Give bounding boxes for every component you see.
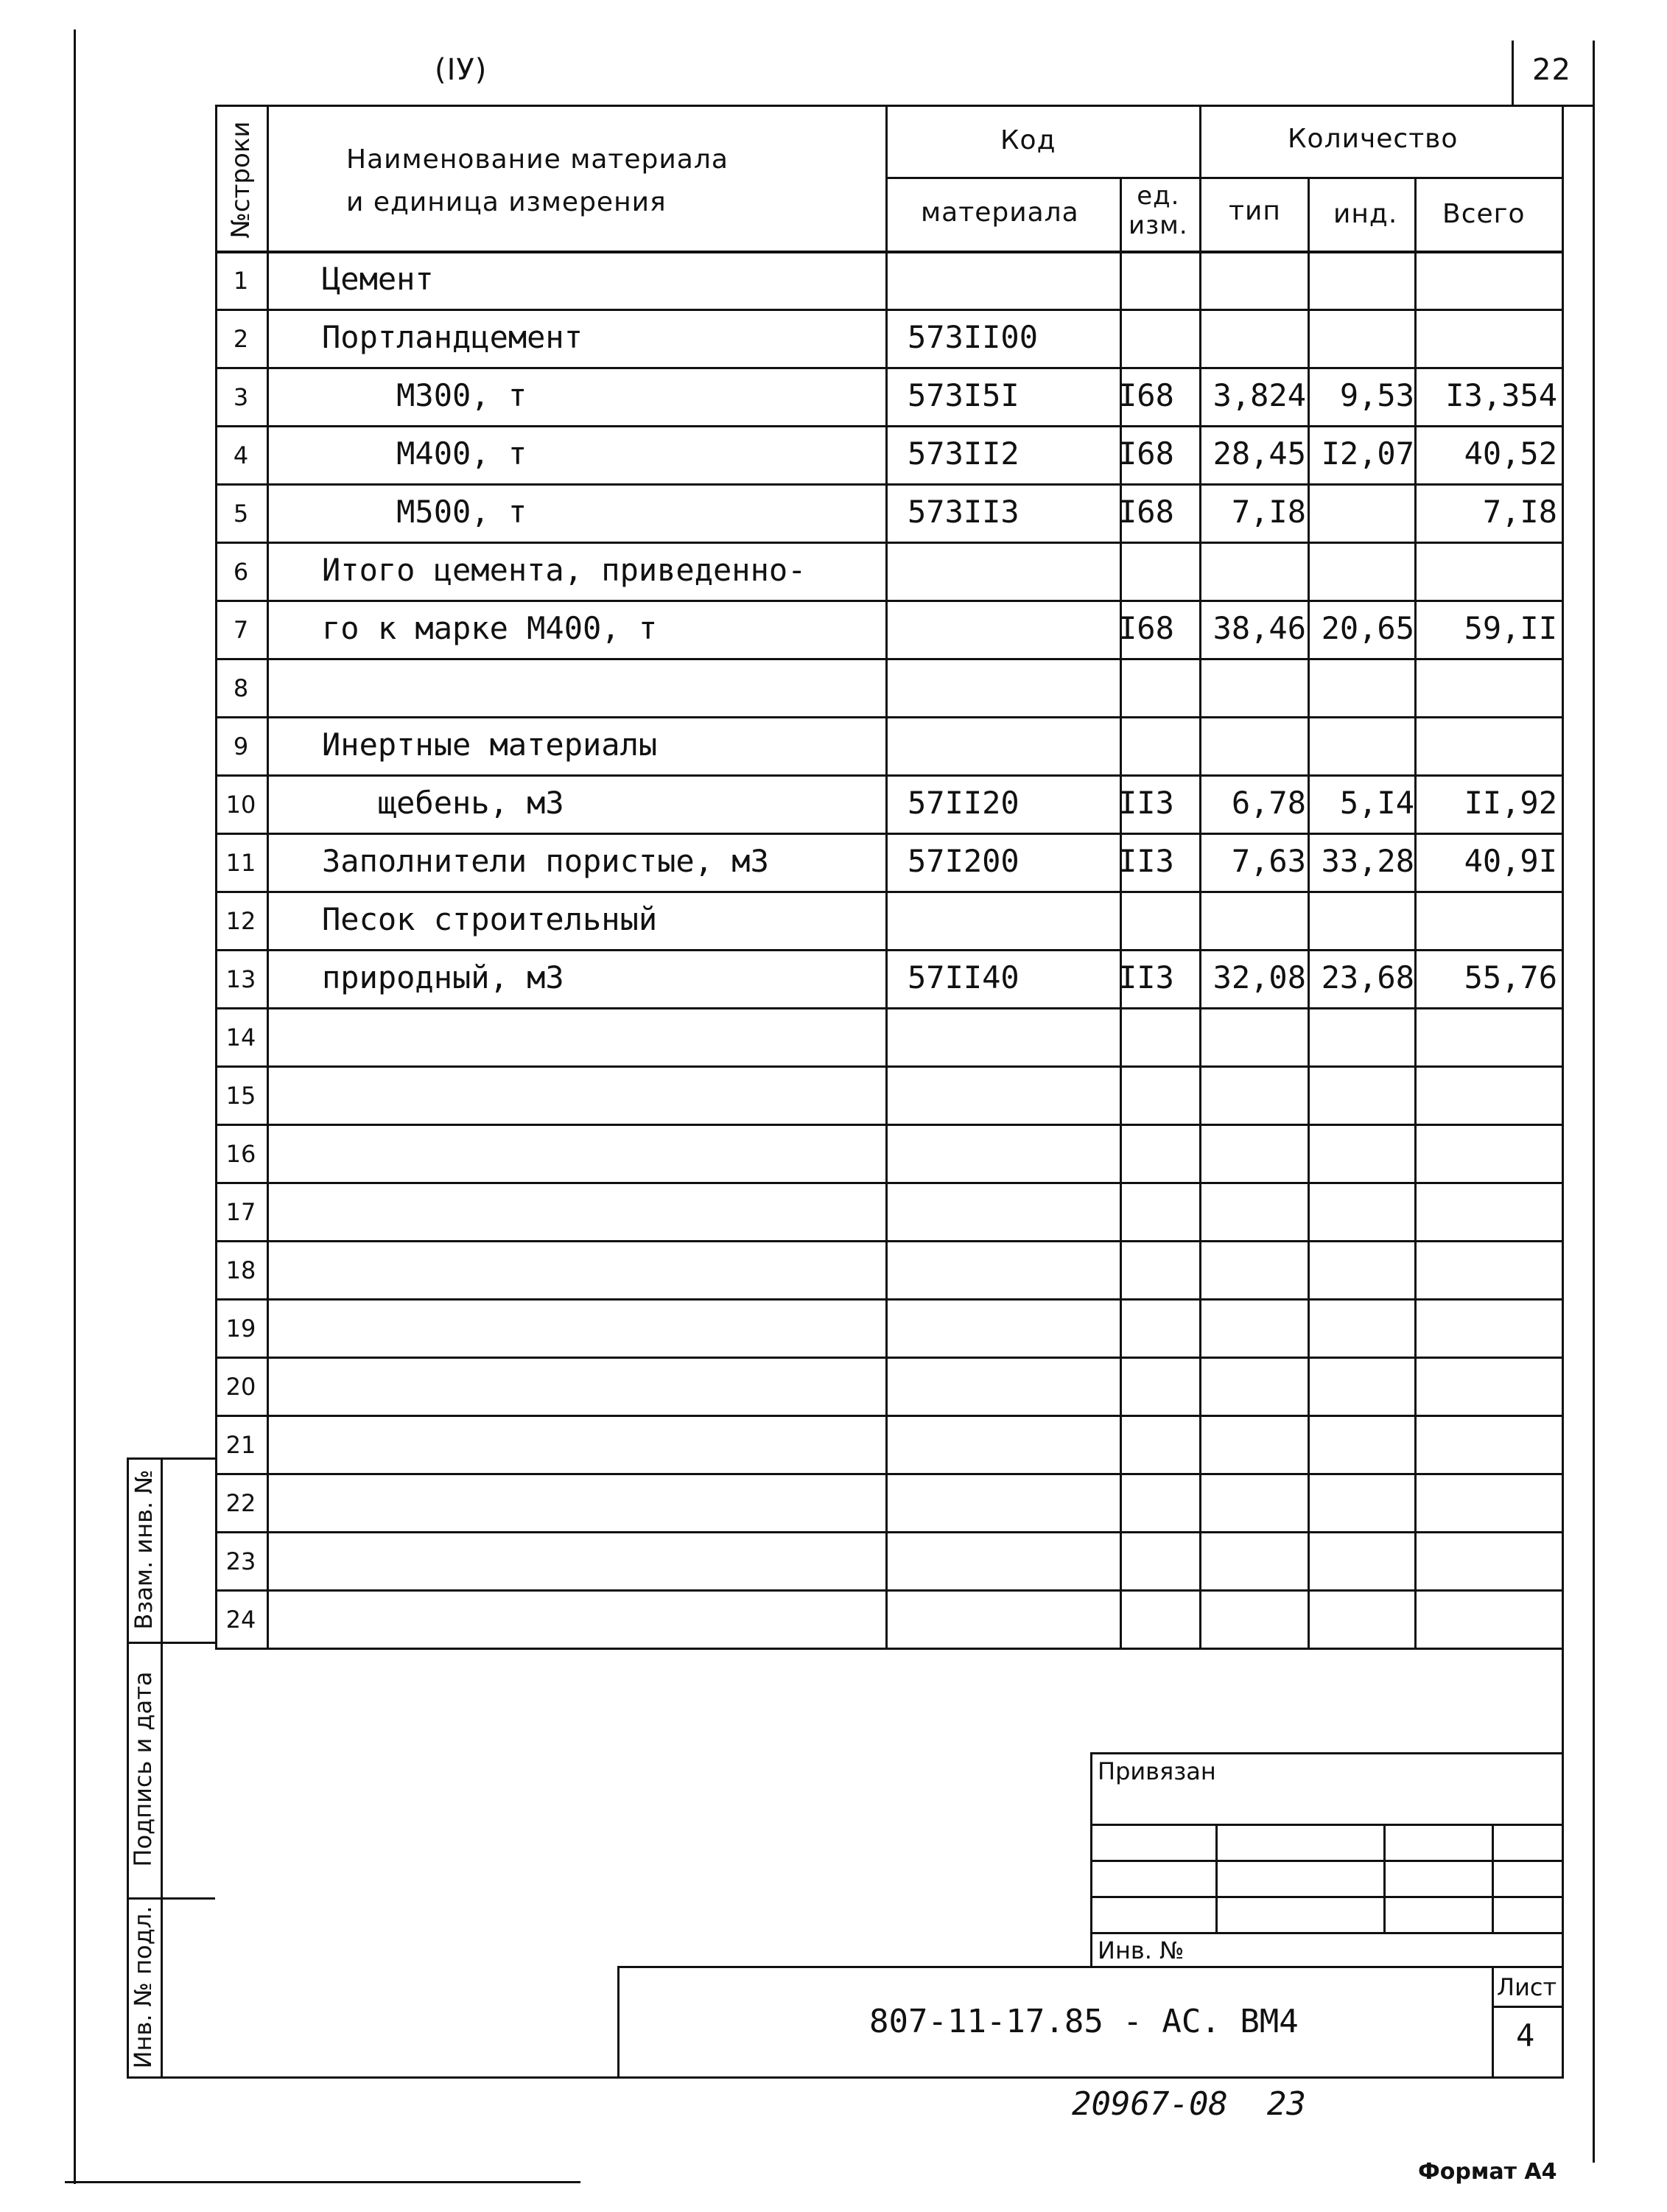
table-hline-20 (215, 1415, 1563, 1417)
unit-code: II3 (1118, 843, 1174, 879)
row-number: 19 (225, 1315, 256, 1343)
qty-type: 28,45 (1212, 435, 1306, 472)
unit-code: I68 (1118, 610, 1174, 646)
row-number: 13 (225, 965, 256, 993)
table-hline-11 (215, 891, 1563, 893)
row-number: 9 (233, 732, 249, 760)
row-number: 2 (233, 325, 249, 353)
qty-type: 6,78 (1231, 785, 1306, 821)
table-hline-6 (215, 600, 1563, 602)
table-hline-13 (215, 1007, 1563, 1009)
qty-total: 55,76 (1464, 959, 1557, 995)
row-number: 23 (225, 1547, 256, 1575)
table-hline-4 (215, 483, 1563, 486)
table-hline-14 (215, 1065, 1563, 1068)
table-hline-2 (215, 367, 1563, 369)
qty-ind-header: инд. (1333, 199, 1398, 229)
row-number: 12 (225, 907, 256, 935)
table-hline-16 (215, 1182, 1563, 1184)
stamp-inner-left (161, 1457, 163, 2078)
material-name: природный, м3 (322, 959, 564, 995)
qty-ind: 23,68 (1321, 959, 1414, 995)
designation-box-top (617, 1966, 1563, 1968)
qty-ind: 9,53 (1339, 377, 1414, 413)
table-hline-3 (215, 425, 1563, 427)
tb-grid-v3 (1492, 1824, 1494, 1933)
table-hline-22 (215, 1531, 1563, 1533)
material-name: М500, т (322, 494, 527, 530)
privyazan-label: Привязан (1098, 1757, 1216, 1785)
qty-total: 40,9I (1464, 843, 1557, 879)
handwritten-archive-number: 20967-08 23 (1072, 2085, 1306, 2123)
material-code: 573II2 (908, 435, 1019, 472)
row-number: 17 (225, 1198, 256, 1226)
unit-code: II3 (1118, 959, 1174, 995)
row-number: 1 (233, 267, 249, 295)
material-name: Песок строительный (322, 901, 658, 937)
table-hline-5 (215, 542, 1563, 544)
list-label: Лист (1497, 1973, 1557, 2001)
table-header-bottom-line (215, 251, 1562, 253)
material-name: М400, т (322, 435, 527, 472)
qty-total: 7,I8 (1482, 494, 1557, 530)
row-number: 21 (225, 1431, 256, 1459)
table-vline-1 (267, 105, 269, 1649)
material-name: щебень, м3 (322, 785, 564, 821)
qty-total: 59,II (1464, 610, 1557, 646)
material-code: 573I5I (908, 377, 1019, 413)
table-vline-7 (1562, 105, 1564, 1649)
material-name: Портландцемент (322, 319, 583, 355)
material-name: го к марке М400, т (322, 610, 658, 646)
row-number: 8 (233, 674, 249, 702)
designation-code: 807-11-17.85 - АС. ВМ4 (869, 2003, 1299, 2040)
qty-total: II,92 (1464, 785, 1557, 821)
material-name: Итого цемента, приведенно- (322, 552, 807, 588)
row-number-header: №строки (226, 121, 256, 239)
table-hline-9 (215, 774, 1563, 777)
row-number: 6 (233, 558, 249, 586)
qty-total: 40,52 (1464, 435, 1557, 472)
qty-total-header: Всего (1442, 199, 1526, 229)
table-hline-1 (215, 309, 1563, 311)
row-number: 15 (225, 1082, 256, 1110)
material-name: М300, т (322, 377, 527, 413)
list-box-divider (1492, 2006, 1563, 2008)
list-number: 4 (1516, 2017, 1535, 2054)
row-number: 11 (225, 849, 256, 877)
tb-grid-v2 (1383, 1824, 1386, 1933)
qty-total: I3,354 (1445, 377, 1557, 413)
table-hline-18 (215, 1298, 1563, 1301)
row-number: 3 (233, 383, 249, 411)
unit-code: I68 (1118, 435, 1174, 472)
tb-privyazan-top (1090, 1752, 1563, 1754)
designation-box-left (617, 1966, 620, 2078)
table-hline-15 (215, 1124, 1563, 1126)
list-box-left (1492, 1966, 1494, 2078)
unit-code: II3 (1118, 785, 1174, 821)
vzam-inv-label: Взам. инв. № (130, 1469, 158, 1630)
qty-type: 3,824 (1212, 377, 1306, 413)
qty-type-header: тип (1229, 196, 1281, 226)
code-column-header: Код (1000, 125, 1056, 155)
row-number: 24 (225, 1606, 256, 1634)
material-code: 573II00 (908, 319, 1039, 355)
page-number: 22 (1532, 53, 1571, 87)
format-label: Формат А4 (1418, 2159, 1557, 2185)
unit-code: I68 (1118, 377, 1174, 413)
table-hline-24 (215, 1648, 1563, 1650)
row-number: 20 (225, 1373, 256, 1401)
tb-grid-v1 (1215, 1824, 1218, 1933)
table-header-mid-line (885, 177, 1562, 179)
table-hline-12 (215, 949, 1563, 951)
material-name: Инертные материалы (322, 727, 658, 763)
qty-type: 7,63 (1231, 843, 1306, 879)
qty-type: 7,I8 (1231, 494, 1306, 530)
row-number: 4 (233, 441, 249, 469)
material-code: 573II3 (908, 494, 1019, 530)
quantity-column-header: Количество (1288, 124, 1459, 154)
qty-ind: 20,65 (1321, 610, 1414, 646)
podpis-data-label: Подпись и дата (129, 1671, 157, 1867)
table-hline-10 (215, 833, 1563, 835)
material-code: 57I200 (908, 843, 1019, 879)
material-code: 57II20 (908, 785, 1019, 821)
qty-ind: I2,07 (1321, 435, 1414, 472)
material-code: 57II40 (908, 959, 1019, 995)
table-hline-21 (215, 1473, 1563, 1475)
table-hline-7 (215, 658, 1563, 660)
qty-type: 32,08 (1212, 959, 1306, 995)
code-unit-header: ед. изм. (1129, 181, 1188, 240)
lower-frame-right (1562, 1639, 1564, 2079)
section-label: (IУ) (435, 53, 488, 87)
inv-no-label: Инв. № (1098, 1936, 1185, 1964)
table-vline-2 (885, 105, 888, 1649)
inv-podl-label: Инв. № подл. (129, 1905, 157, 2069)
table-hline-8 (215, 716, 1563, 718)
qty-ind: 5,I4 (1339, 785, 1414, 821)
row-number: 16 (225, 1140, 256, 1168)
row-number: 7 (233, 616, 249, 644)
table-hline-19 (215, 1357, 1563, 1359)
table-hline-17 (215, 1240, 1563, 1242)
material-name: Цемент (322, 261, 434, 297)
material-name: Заполнители пористые, м3 (322, 843, 769, 879)
unit-code: I68 (1118, 494, 1174, 530)
name-column-header: Наименование материала и единица измерения (346, 144, 729, 217)
lower-frame-bottom (127, 2076, 1563, 2079)
row-number: 10 (225, 791, 256, 819)
qty-type: 38,46 (1212, 610, 1306, 646)
row-number: 18 (225, 1256, 256, 1284)
qty-ind: 33,28 (1321, 843, 1414, 879)
code-material-header: материала (921, 197, 1079, 228)
table-hline-23 (215, 1589, 1563, 1592)
row-number: 14 (225, 1023, 256, 1051)
row-number: 5 (233, 500, 249, 528)
row-number: 22 (225, 1489, 256, 1517)
